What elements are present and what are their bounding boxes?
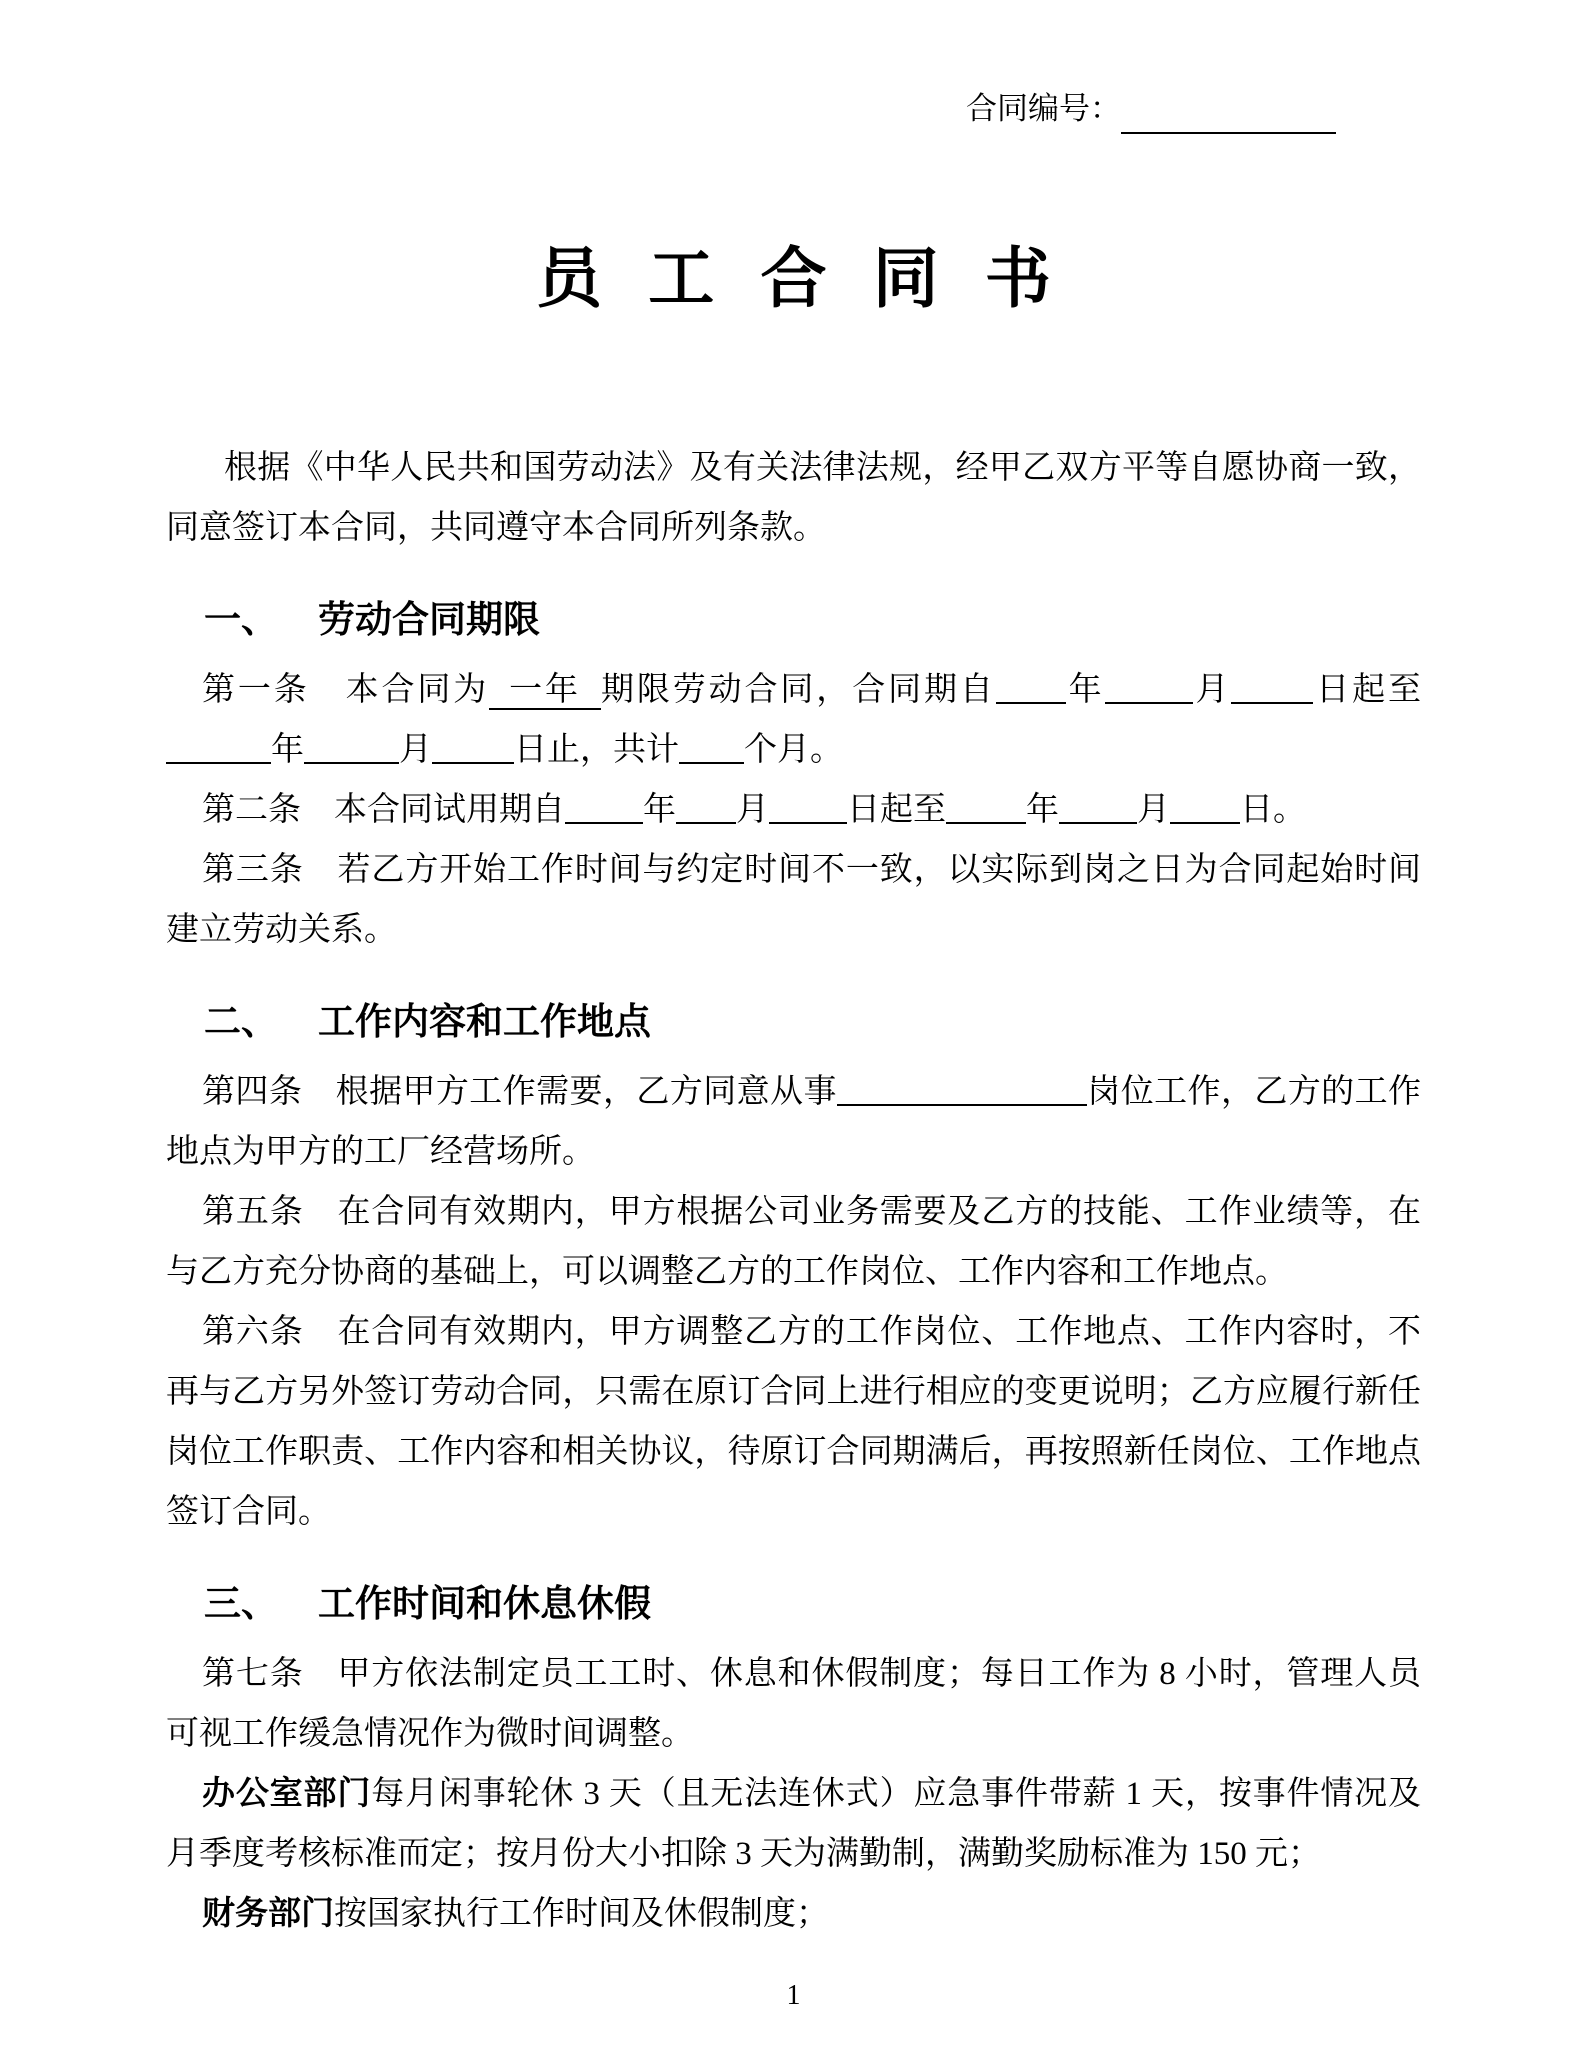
intro-paragraph: [166, 438, 1421, 558]
clause-text: 月: [399, 732, 432, 768]
clause-paragraph: [166, 840, 1421, 960]
department-name: 财务部门: [202, 1896, 334, 1932]
clause-text: 第一条 本合同为: [202, 672, 490, 708]
clause-text: 第三条 若乙方开始工作时间与约定时间不一致，以实际到岗之日为合同起始时间建立劳动关系。: [166, 852, 1421, 948]
clause-text: 日。: [1240, 792, 1306, 828]
department-name: 办公室部门: [202, 1776, 372, 1812]
clause-text: 第四条 根据甲方工作需要，乙方同意从事: [202, 1074, 837, 1110]
filled-in-value: 一年: [489, 672, 601, 710]
clause-text: 年: [1065, 672, 1105, 708]
fill-in-blank: [166, 736, 271, 764]
clause-text: 年: [643, 792, 676, 828]
clause-text: 按国家执行工作时间及休假制度；: [334, 1896, 829, 1932]
clause-text: 日止，共计: [514, 732, 679, 768]
fill-in-blank: [1170, 796, 1240, 824]
fill-in-blank: [676, 796, 736, 824]
clause-text: 第二条 本合同试用期自: [202, 792, 565, 828]
section-heading: [166, 992, 1421, 1052]
fill-in-blank: [679, 736, 744, 764]
section-heading-title: 劳动合同期限: [318, 599, 540, 640]
clause-paragraph: [166, 1302, 1421, 1542]
section-heading-number: 二、: [204, 1001, 278, 1042]
fill-in-blank: [837, 1078, 1087, 1106]
fill-in-blank: [996, 676, 1066, 704]
fill-in-blank: [1105, 676, 1193, 704]
clause-text: 月: [1137, 792, 1170, 828]
contract-number-blank: [1121, 104, 1336, 134]
fill-in-blank: [769, 796, 847, 824]
clause-text: 日起至: [1313, 672, 1422, 708]
clause-paragraph: [166, 660, 1421, 780]
fill-in-blank: [432, 736, 514, 764]
clause-paragraph: [166, 780, 1421, 840]
clause-text: 第六条 在合同有效期内，甲方调整乙方的工作岗位、工作地点、工作内容时，不再与乙方另外签订劳动合同，只需在原订合同上进行相应的变更说明；乙方应履行新任岗位工作职责、工作内容和相关协议，待原订合同期满后，再按照新任岗位、工作地点签订合同。: [166, 1314, 1421, 1530]
clause-text: 每月闲事轮休 3 天（且无法连休式）应急事件带薪 1 天，按事件情况及月季度考核标准而定；按月份大小扣除 3 天为满勤制，满勤奖励标准为 150 元；: [166, 1776, 1422, 1872]
section-heading: [166, 1574, 1421, 1634]
clause-text: 个月。: [744, 732, 843, 768]
clause-text: 第七条 甲方依法制定员工工时、休息和休假制度；每日工作为 8 小时，管理人员可视工作缓急情况作为微时间调整。: [166, 1656, 1421, 1752]
fill-in-blank: [946, 796, 1026, 824]
clause-text: 第五条 在合同有效期内，甲方根据公司业务需要及乙方的技能、工作业绩等，在与乙方充分协商的基础上，可以调整乙方的工作岗位、工作内容和工作地点。: [166, 1194, 1421, 1290]
document-title: 员工合同书: [536, 243, 1098, 316]
clause-text: 年: [271, 732, 304, 768]
document-body: [166, 438, 1421, 1944]
contract-number-row: [166, 88, 1421, 130]
clause-text: 月: [1192, 672, 1232, 708]
clause-text: 年: [1026, 792, 1059, 828]
clause-text: 日起至: [847, 792, 946, 828]
clause-paragraph: [166, 1182, 1421, 1302]
clause-paragraph: [166, 1062, 1421, 1182]
fill-in-blank: [1231, 676, 1313, 704]
fill-in-blank: [565, 796, 643, 824]
page-number: 1: [786, 1980, 801, 2011]
clause-paragraph: [166, 1884, 1421, 1944]
clause-text: 期限劳动合同，合同期自: [600, 672, 996, 708]
section-heading-number: 一、: [204, 599, 278, 640]
section-heading-title: 工作时间和休息休假: [318, 1583, 651, 1624]
clause-paragraph: [166, 1764, 1421, 1884]
section-heading-number: 三、: [204, 1583, 278, 1624]
clause-paragraph: [166, 1644, 1421, 1764]
clause-text: 岗位工作，乙方的工作地点为甲方的工厂经营场所。: [166, 1074, 1422, 1170]
section-heading-title: 工作内容和工作地点: [318, 1001, 651, 1042]
clause-text: 月: [736, 792, 769, 828]
section-heading: [166, 590, 1421, 650]
fill-in-blank: [1059, 796, 1137, 824]
clause-text: 根据《中华人民共和国劳动法》及有关法律法规，经甲乙双方平等自愿协商一致，同意签订本合同，共同遵守本合同所列条款。: [166, 450, 1421, 546]
fill-in-blank: [304, 736, 399, 764]
contract-number-label: 合同编号：: [966, 91, 1121, 126]
